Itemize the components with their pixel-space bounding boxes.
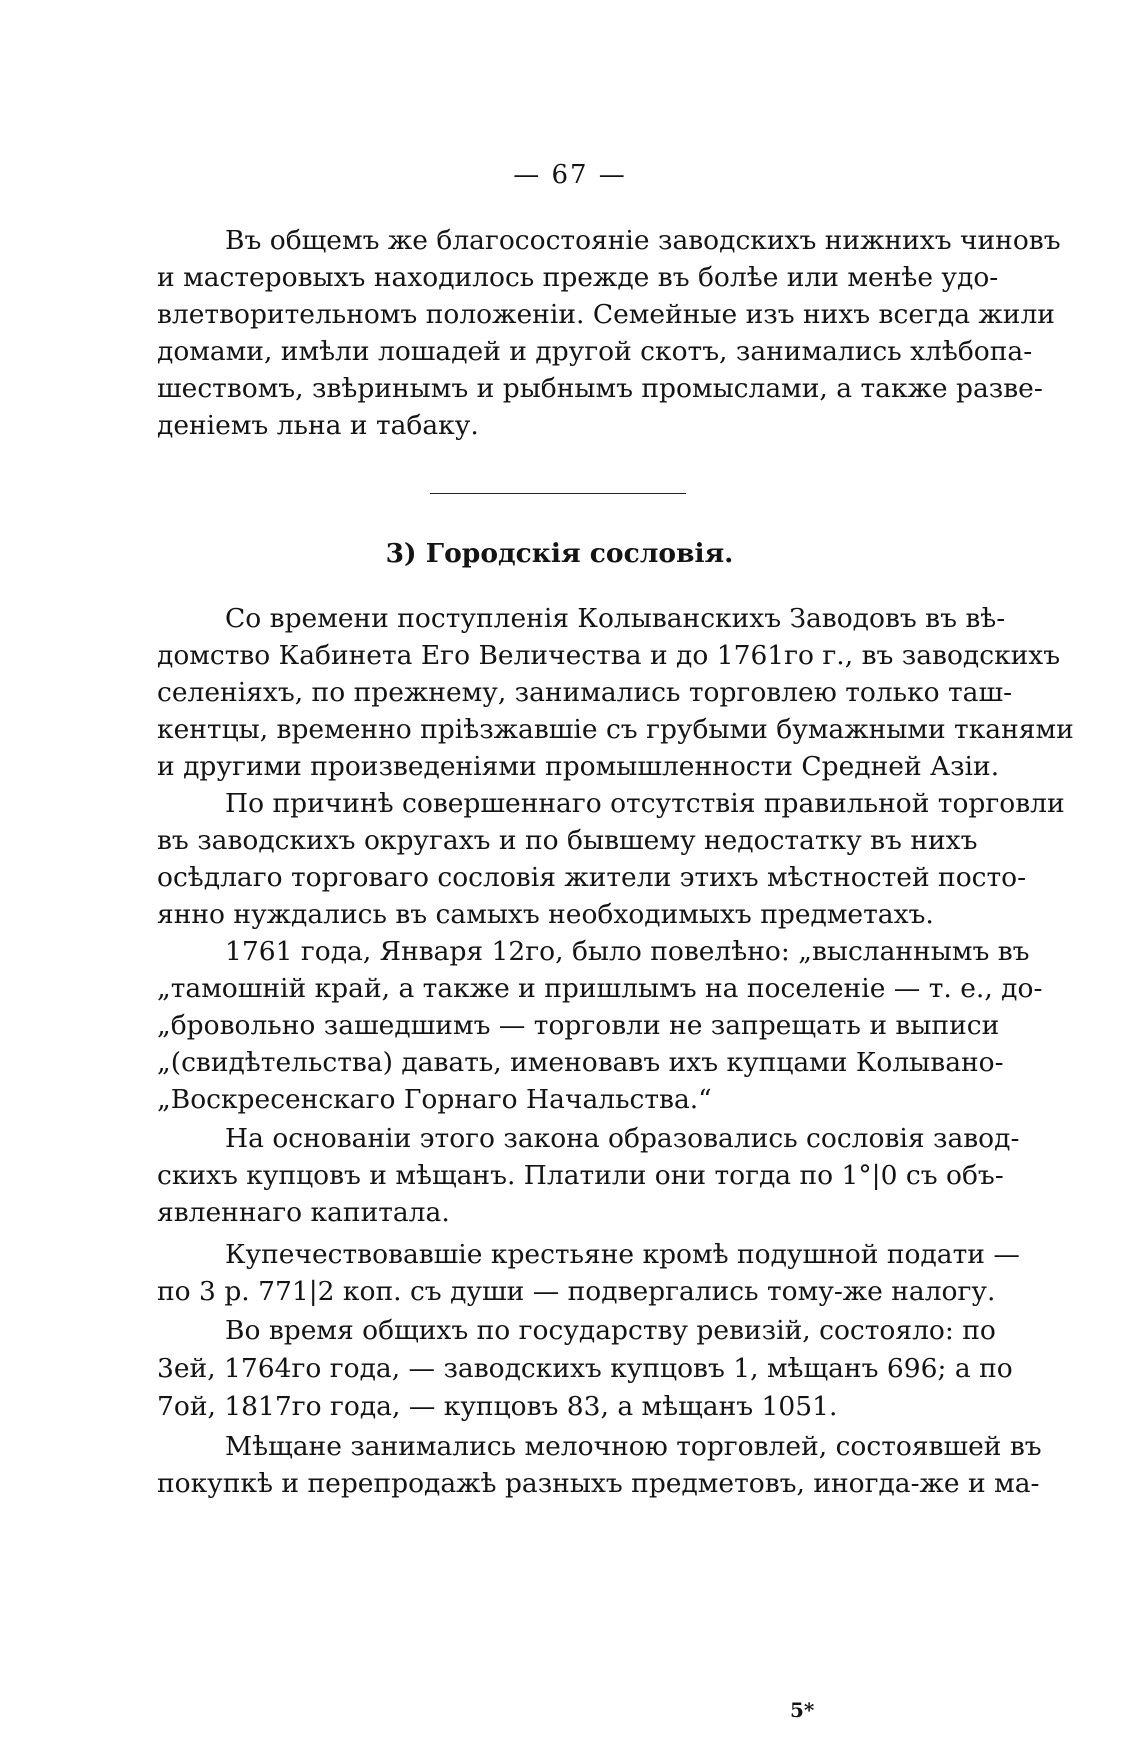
text-line: въ заводскихъ округахъ и по бывшему недостатку въ нихъ [157, 825, 978, 856]
text-line: и мастеровыхъ находилось прежде въ болѣе или менѣе удо- [157, 262, 999, 293]
text-line: шествомъ, звѣринымъ и рыбнымъ промыслами, а также разве- [157, 373, 1043, 404]
text-line: домами, имѣли лошадей и другой скотъ, занимались хлѣбопа- [157, 336, 1033, 367]
text-line: явленнаго капитала. [157, 1197, 450, 1228]
text-line: 1761 года, Января 12го, было повелѣно: „высланнымъ въ [225, 936, 1030, 967]
text-line: По причинѣ совершеннаго отсутствія правильной торговли [225, 788, 1065, 819]
page-number: — 67 — [513, 160, 627, 190]
text-line: Со времени поступленія Колыванскихъ Заводовъ въ вѣ- [225, 603, 1006, 634]
section-divider [430, 493, 686, 494]
text-line: осѣдлаго торговаго сословія жители этихъ мѣстностей посто- [157, 862, 1027, 893]
text-line: „тамошній край, а также и пришлымъ на поселеніе — т. е., до- [157, 973, 1043, 1004]
text-line: селеніяхъ, по прежнему, занимались торговлею только таш- [157, 677, 1013, 708]
text-line: 3ей, 1764го года, — заводскихъ купцовъ 1, мѣщанъ 696; а по [157, 1353, 1013, 1384]
text-line: скихъ купцовъ и мѣщанъ. Платили они тогда по 1°|0 съ объ- [157, 1160, 1004, 1191]
text-line: янно нуждались въ самыхъ необходимыхъ предметахъ. [157, 899, 934, 930]
text-line: „(свидѣтельства) давать, именовавъ ихъ купцами Колывано- [157, 1047, 1004, 1078]
text-line: кентцы, временно пріѣзжавшіе съ грубыми бумажными тканями [157, 714, 1074, 745]
text-line: домство Кабинета Его Величества и до 1761го г., въ заводскихъ [157, 640, 1061, 671]
text-line: 7ой, 1817го года, — купцовъ 83, а мѣщанъ 1051. [157, 1391, 838, 1422]
text-line: деніемъ льна и табаку. [157, 410, 479, 441]
text-line: Во время общихъ по государству ревизій, состояло: по [225, 1315, 996, 1346]
text-line: и другими произведеніями промышленности Средней Азіи. [157, 751, 1000, 782]
text-line: Купечествовавшіе крестьяне кромѣ подушной подати — [225, 1239, 1020, 1270]
section-heading: 3) Городскія сословія. [385, 538, 734, 569]
text-line: „бровольно зашедшимъ — торговли не запрещать и выписи [157, 1010, 1000, 1041]
text-line: Въ общемъ же благосостояніе заводскихъ нижнихъ чиновъ [225, 225, 1061, 256]
text-line: по 3 р. 771|2 коп. съ души — подвергались тому-же налогу. [157, 1276, 996, 1307]
signature-mark: 5* [790, 1698, 815, 1722]
text-line: „Воскресенскаго Горнаго Начальства.“ [157, 1084, 712, 1115]
text-line: влетворительномъ положеніи. Семейные изъ нихъ всегда жили [157, 299, 1055, 330]
text-line: На основаніи этого закона образовались сословія завод- [225, 1123, 1020, 1154]
text-line: Мѣщане занимались мелочною торговлей, состоявшей въ [225, 1431, 1042, 1462]
text-line: покупкѣ и перепродажѣ разныхъ предметовъ, иногда-же и ма- [157, 1468, 1040, 1499]
